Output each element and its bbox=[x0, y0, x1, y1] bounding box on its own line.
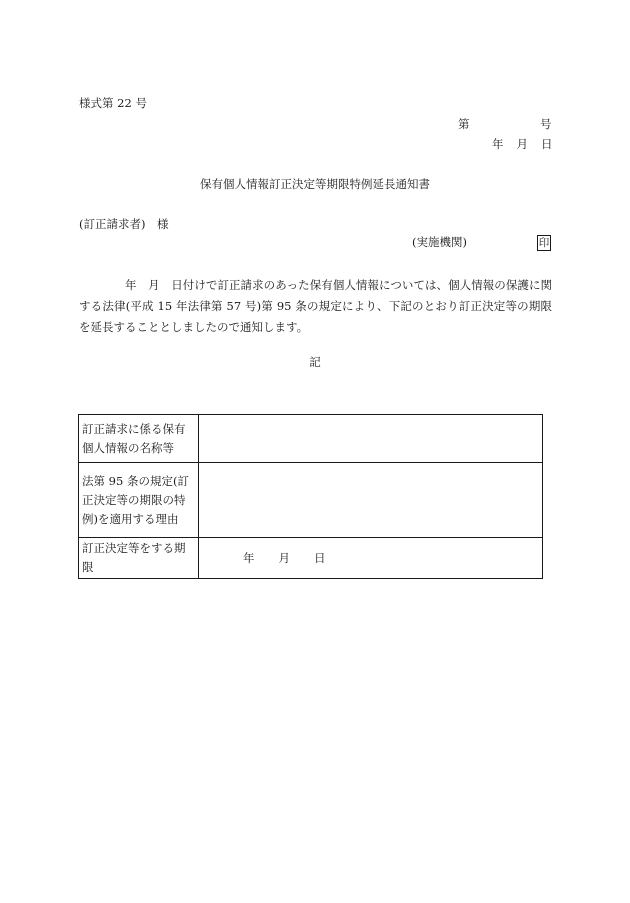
info-name-value bbox=[199, 415, 543, 463]
notice-paragraph: 年 月 日付けで訂正請求のあった保有個人情報については、個人情報の保護に関する法律(平成 15 年法律第 57 号)第 95 条の規定により、下記のとおり訂正決定等の期限を延長することとしましたので通知します。 bbox=[79, 278, 552, 334]
implementing-agency: (実施機関) bbox=[412, 235, 467, 249]
table-row bbox=[79, 415, 543, 463]
issue-date-day: 日 bbox=[541, 137, 553, 151]
reason-value bbox=[199, 463, 543, 538]
notice-body bbox=[79, 275, 552, 338]
recipient: (訂正請求者) 様 bbox=[79, 217, 169, 231]
deadline-label: 訂正決定等をする期限 bbox=[79, 538, 199, 579]
deadline-month: 月 bbox=[278, 550, 290, 565]
table-row bbox=[79, 538, 543, 579]
ki-heading: 記 bbox=[309, 355, 321, 369]
reason-label: 法第 95 条の規定(訂正決定等の期限の特例)を適用する理由 bbox=[79, 463, 199, 538]
document-title: 保有個人情報訂正決定等期限特例延長通知書 bbox=[200, 177, 430, 191]
document-number-suffix: 号 bbox=[540, 117, 552, 131]
detail-table bbox=[78, 414, 543, 579]
table-row bbox=[79, 463, 543, 538]
form-number: 様式第 22 号 bbox=[79, 96, 147, 110]
issue-date-month: 月 bbox=[516, 137, 528, 151]
issue-date bbox=[492, 139, 553, 151]
deadline-day: 日 bbox=[314, 550, 326, 565]
document-number-prefix: 第 bbox=[458, 117, 470, 131]
info-name-label: 訂正請求に係る保有個人情報の名称等 bbox=[79, 415, 199, 463]
issue-date-year: 年 bbox=[492, 137, 504, 151]
seal-mark: 印 bbox=[538, 237, 550, 249]
deadline-year: 年 bbox=[243, 550, 255, 565]
deadline-date bbox=[199, 538, 543, 579]
